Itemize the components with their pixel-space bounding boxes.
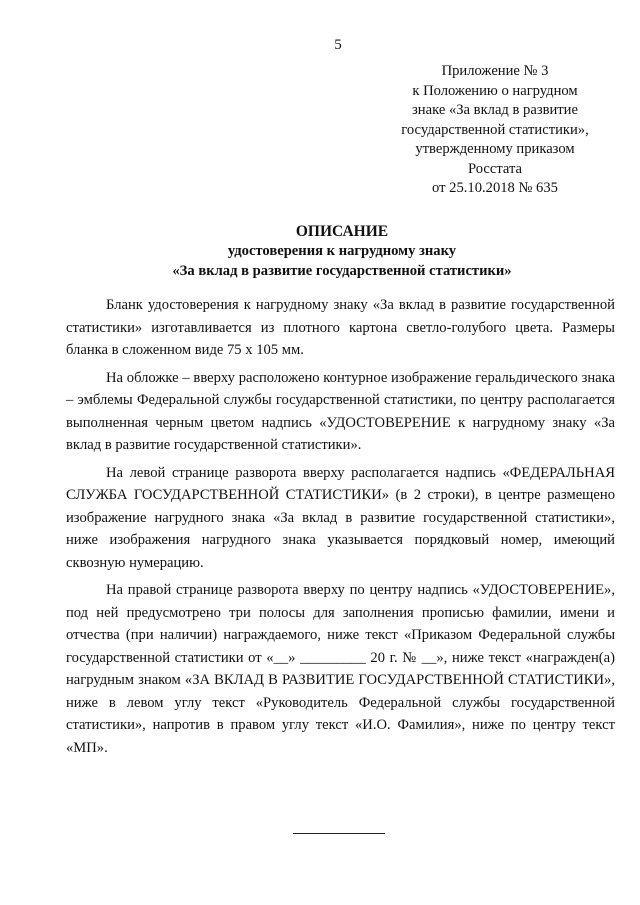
appendix-line: знаке «За вклад в развитие <box>412 102 578 118</box>
title-line-1: удостоверения к нагрудному знаку <box>227 243 457 259</box>
appendix-line: Росстата <box>467 160 523 177</box>
title-line-2: «За вклад в развитие государственной статистики» <box>172 262 512 279</box>
paragraph: Бланк удостоверения к нагрудному знаку «За вклад в развитие государственной статистики» изготавливается из плотного картона светло-голубого цвета. Размеры бланка в сложенном виде 75 х 105 мм. <box>66 297 615 358</box>
appendix-line: к Положению о нагрудном <box>412 82 578 99</box>
appendix-header <box>370 62 620 199</box>
paragraph: На обложке – вверху расположено контурное изображение геральдического знака – эмблемы Федеральной службы государственной статистики, по центру располагается выполненная черным цветом надпись «УДОСТОВЕРЕНИЕ к нагрудному знаку «За вклад в развитие государственной статистики». <box>66 369 615 453</box>
appendix-line: Приложение № 3 <box>441 63 549 79</box>
end-divider <box>293 833 385 834</box>
page-number: 5 <box>334 37 342 53</box>
document-title <box>0 222 640 281</box>
paragraph: На правой странице разворота вверху по центру надпись «УДОСТОВЕРЕНИЕ», под ней предусмотрено три полосы для заполнения прописью фамилии, имени и отчества (при наличии) награждаемого, ниже текст «Приказом Федеральной службы государственной статистики от «__» _________ 20 г. № __», ниже текст «награжден(а) нагрудным знаком «ЗА ВКЛАД В РАЗВИТИЕ ГОСУДАРСТВЕННОЙ СТАТИСТИКИ», ниже в левом углу текст «Руководитель Федеральной службы государственной статистики», напротив в правом углу текст «И.О. Фамилия», ниже по центру текст «МП». <box>66 582 615 756</box>
document-body <box>66 294 615 764</box>
paragraph: На левой странице разворота вверху располагается надпись «ФЕДЕРАЛЬНАЯ СЛУЖБА ГОСУДАРСТВЕННОЙ СТАТИСТИКИ» (в 2 строки), в центре размещено изображение нагрудного знака «За вклад в развитие государственной статистики», ниже изображения нагрудного знака указывается порядковый номер, имеющий сквозную нумерацию. <box>66 464 615 571</box>
appendix-line: государственной статистики», <box>401 121 589 138</box>
appendix-line: от 25.10.2018 № 635 <box>432 180 558 196</box>
appendix-line: утвержденному приказом <box>415 141 575 157</box>
title-main: ОПИСАНИЕ <box>295 223 389 240</box>
